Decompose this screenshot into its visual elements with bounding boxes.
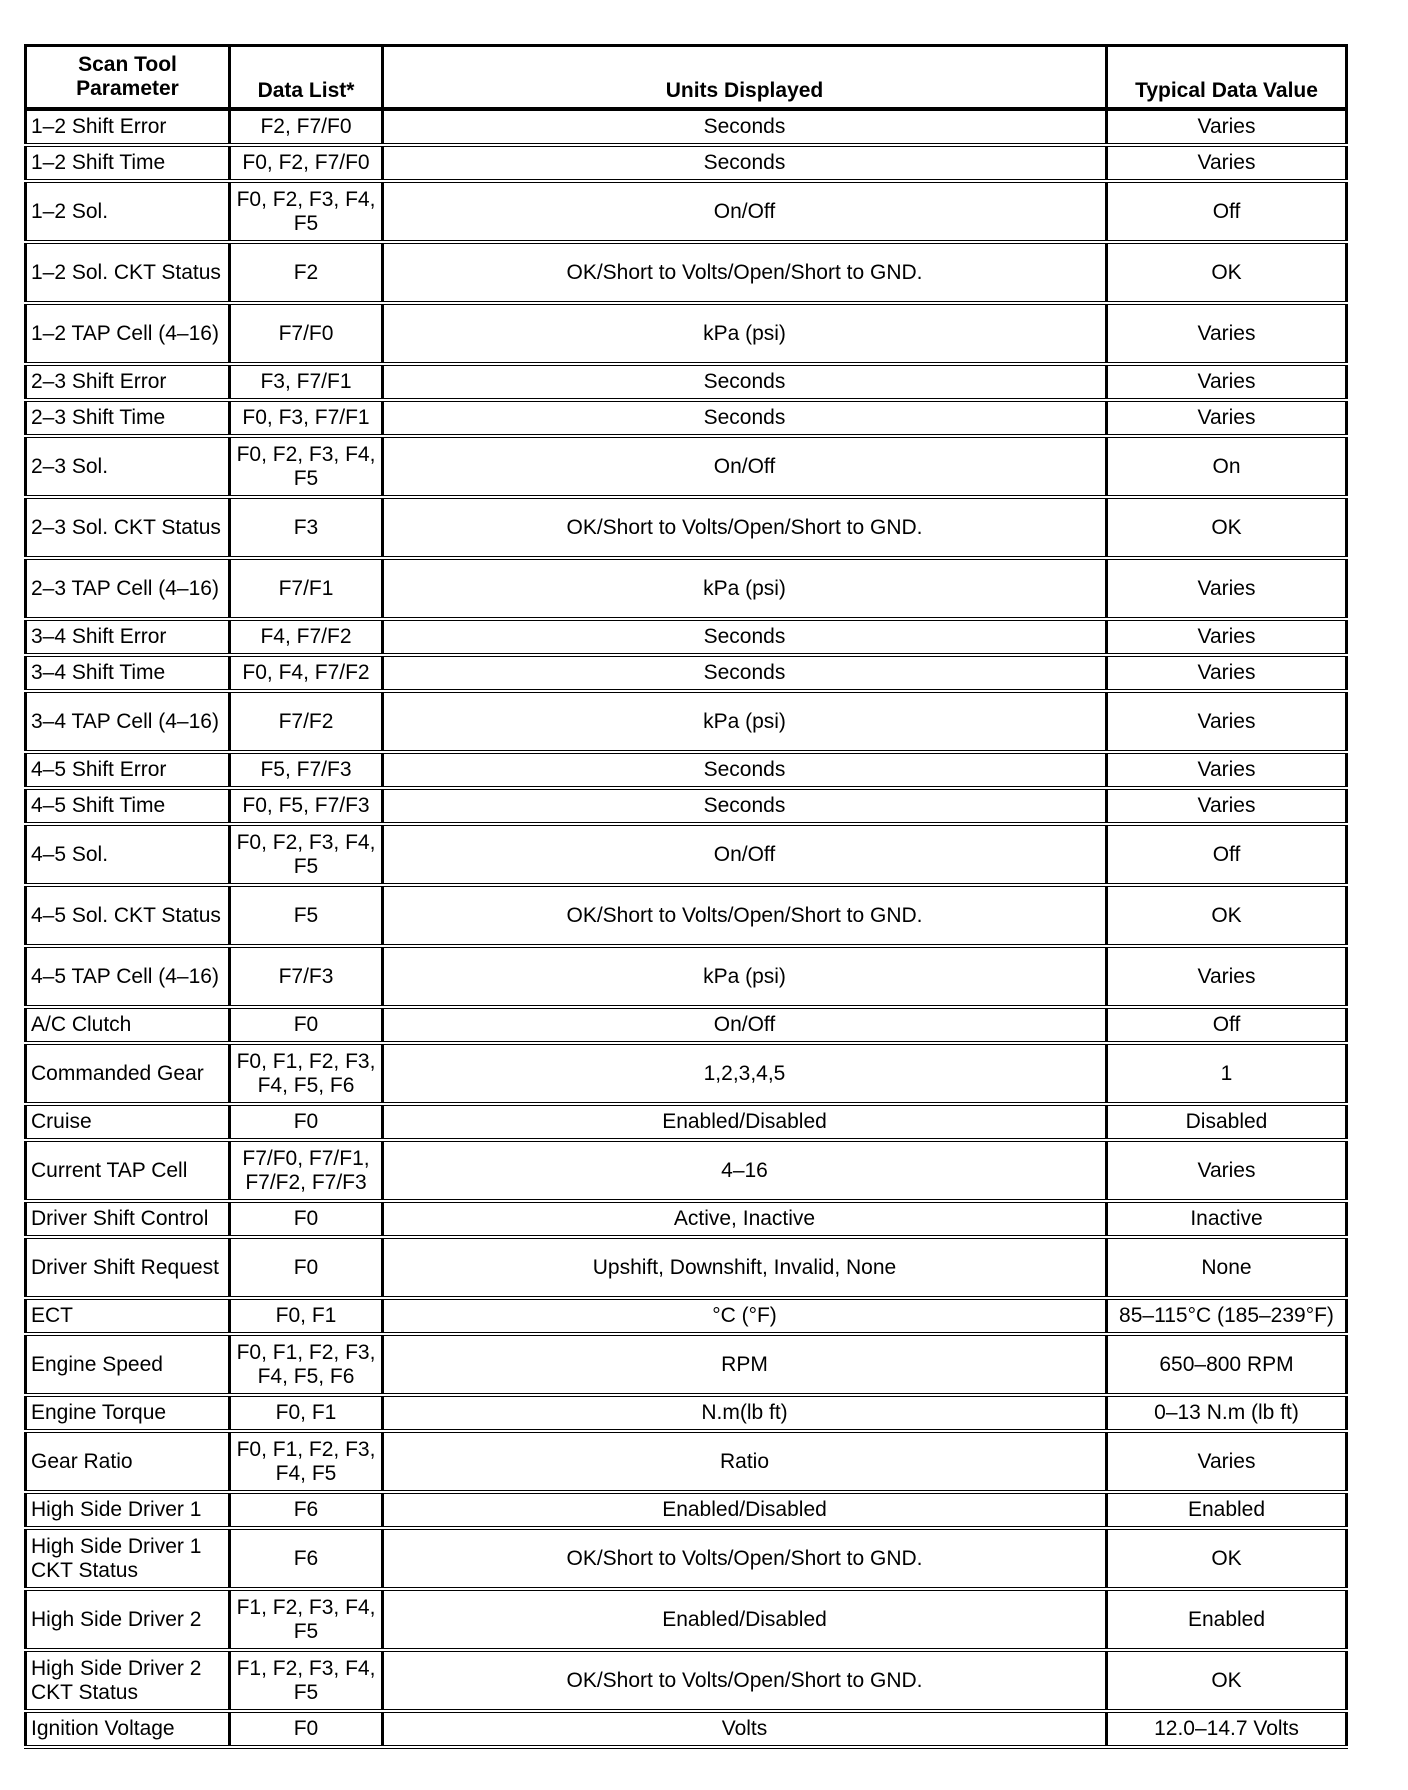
- cell-units-displayed: OK/Short to Volts/Open/Short to GND.: [383, 1650, 1107, 1711]
- table-row: [26, 1007, 1347, 1043]
- cell-typical-data-value: 0–13 N.m (lb ft): [1107, 1395, 1347, 1431]
- table-row: [26, 1395, 1347, 1431]
- cell-units-displayed: Enabled/Disabled: [383, 1589, 1107, 1650]
- header-scan-tool-parameter: Scan Tool Parameter: [26, 46, 230, 110]
- cell-data-list: F0, F5, F7/F3: [230, 788, 383, 824]
- cell-typical-data-value: 650–800 RPM: [1107, 1334, 1347, 1395]
- cell-parameter: Engine Speed: [26, 1334, 230, 1395]
- cell-parameter: Driver Shift Control: [26, 1201, 230, 1237]
- cell-parameter: ECT: [26, 1298, 230, 1334]
- cell-units-displayed: OK/Short to Volts/Open/Short to GND.: [383, 1528, 1107, 1589]
- cell-parameter: 4–5 Shift Error: [26, 752, 230, 788]
- cell-parameter: A/C Clutch: [26, 1007, 230, 1043]
- table-row: [26, 1528, 1347, 1589]
- cell-units-displayed: On/Off: [383, 181, 1107, 242]
- cell-units-displayed: Active, Inactive: [383, 1201, 1107, 1237]
- cell-units-displayed: 1,2,3,4,5: [383, 1043, 1107, 1104]
- cell-parameter: 1–2 Sol. CKT Status: [26, 242, 230, 303]
- cell-typical-data-value: Varies: [1107, 752, 1347, 788]
- cell-typical-data-value: Varies: [1107, 655, 1347, 691]
- table-body: [26, 109, 1347, 1747]
- cell-typical-data-value: Varies: [1107, 145, 1347, 181]
- cell-units-displayed: RPM: [383, 1334, 1107, 1395]
- cell-units-displayed: Seconds: [383, 364, 1107, 400]
- cell-data-list: F0, F1: [230, 1298, 383, 1334]
- cell-data-list: F7/F1: [230, 558, 383, 619]
- cell-data-list: F0: [230, 1711, 383, 1747]
- cell-parameter: 4–5 Shift Time: [26, 788, 230, 824]
- cell-units-displayed: °C (°F): [383, 1298, 1107, 1334]
- cell-units-displayed: OK/Short to Volts/Open/Short to GND.: [383, 497, 1107, 558]
- cell-data-list: F0, F1, F2, F3, F4, F5, F6: [230, 1043, 383, 1104]
- table-row: [26, 145, 1347, 181]
- cell-data-list: F7/F0, F7/F1, F7/F2, F7/F3: [230, 1140, 383, 1201]
- table-row: [26, 1201, 1347, 1237]
- header-units-displayed: Units Displayed: [383, 46, 1107, 110]
- table-row: [26, 1492, 1347, 1528]
- cell-data-list: F7/F3: [230, 946, 383, 1007]
- cell-units-displayed: OK/Short to Volts/Open/Short to GND.: [383, 242, 1107, 303]
- cell-typical-data-value: Disabled: [1107, 1104, 1347, 1140]
- cell-data-list: F0: [230, 1237, 383, 1298]
- cell-parameter: Engine Torque: [26, 1395, 230, 1431]
- cell-typical-data-value: Varies: [1107, 1431, 1347, 1492]
- cell-parameter: Cruise: [26, 1104, 230, 1140]
- cell-data-list: F4, F7/F2: [230, 619, 383, 655]
- cell-parameter: Commanded Gear: [26, 1043, 230, 1104]
- cell-parameter: 1–2 TAP Cell (4–16): [26, 303, 230, 364]
- cell-typical-data-value: Off: [1107, 824, 1347, 885]
- header-data-list: Data List*: [230, 46, 383, 110]
- cell-data-list: F0, F1, F2, F3, F4, F5: [230, 1431, 383, 1492]
- cell-typical-data-value: OK: [1107, 497, 1347, 558]
- cell-units-displayed: Upshift, Downshift, Invalid, None: [383, 1237, 1107, 1298]
- cell-typical-data-value: Varies: [1107, 109, 1347, 145]
- cell-parameter: 4–5 TAP Cell (4–16): [26, 946, 230, 1007]
- cell-data-list: F0, F4, F7/F2: [230, 655, 383, 691]
- cell-data-list: F5: [230, 885, 383, 946]
- cell-parameter: 4–5 Sol.: [26, 824, 230, 885]
- cell-parameter: High Side Driver 2 CKT Status: [26, 1650, 230, 1711]
- cell-data-list: F5, F7/F3: [230, 752, 383, 788]
- cell-data-list: F7/F2: [230, 691, 383, 752]
- cell-typical-data-value: Varies: [1107, 303, 1347, 364]
- cell-units-displayed: 4–16: [383, 1140, 1107, 1201]
- cell-parameter: Driver Shift Request: [26, 1237, 230, 1298]
- cell-data-list: F7/F0: [230, 303, 383, 364]
- cell-typical-data-value: 85–115°C (185–239°F): [1107, 1298, 1347, 1334]
- table-row: [26, 242, 1347, 303]
- table-row: [26, 364, 1347, 400]
- cell-typical-data-value: Enabled: [1107, 1492, 1347, 1528]
- cell-typical-data-value: Off: [1107, 1007, 1347, 1043]
- cell-parameter: High Side Driver 1: [26, 1492, 230, 1528]
- table-row: [26, 558, 1347, 619]
- cell-parameter: 3–4 Shift Error: [26, 619, 230, 655]
- cell-typical-data-value: OK: [1107, 242, 1347, 303]
- cell-units-displayed: Seconds: [383, 752, 1107, 788]
- cell-data-list: F0: [230, 1104, 383, 1140]
- cell-typical-data-value: Varies: [1107, 558, 1347, 619]
- cell-data-list: F0, F2, F3, F4, F5: [230, 181, 383, 242]
- cell-data-list: F2: [230, 242, 383, 303]
- cell-parameter: 2–3 Shift Error: [26, 364, 230, 400]
- cell-units-displayed: Seconds: [383, 145, 1107, 181]
- cell-parameter: High Side Driver 1 CKT Status: [26, 1528, 230, 1589]
- cell-typical-data-value: Off: [1107, 181, 1347, 242]
- table-row: [26, 181, 1347, 242]
- table-row: [26, 497, 1347, 558]
- table-row: [26, 691, 1347, 752]
- cell-typical-data-value: Varies: [1107, 691, 1347, 752]
- cell-units-displayed: Seconds: [383, 619, 1107, 655]
- cell-data-list: F1, F2, F3, F4, F5: [230, 1650, 383, 1711]
- table-row: [26, 752, 1347, 788]
- cell-units-displayed: kPa (psi): [383, 946, 1107, 1007]
- cell-data-list: F0, F1: [230, 1395, 383, 1431]
- cell-typical-data-value: Varies: [1107, 400, 1347, 436]
- cell-parameter: Gear Ratio: [26, 1431, 230, 1492]
- cell-data-list: F0: [230, 1201, 383, 1237]
- cell-typical-data-value: None: [1107, 1237, 1347, 1298]
- cell-units-displayed: Enabled/Disabled: [383, 1492, 1107, 1528]
- cell-units-displayed: kPa (psi): [383, 691, 1107, 752]
- table-row: [26, 1140, 1347, 1201]
- cell-units-displayed: On/Off: [383, 436, 1107, 497]
- cell-parameter: 1–2 Sol.: [26, 181, 230, 242]
- table-row: [26, 824, 1347, 885]
- cell-units-displayed: kPa (psi): [383, 303, 1107, 364]
- header-typical-data-value: Typical Data Value: [1107, 46, 1347, 110]
- cell-typical-data-value: OK: [1107, 1650, 1347, 1711]
- cell-units-displayed: kPa (psi): [383, 558, 1107, 619]
- cell-units-displayed: Seconds: [383, 400, 1107, 436]
- cell-typical-data-value: Varies: [1107, 946, 1347, 1007]
- table-row: [26, 619, 1347, 655]
- cell-typical-data-value: Varies: [1107, 619, 1347, 655]
- cell-parameter: 1–2 Shift Time: [26, 145, 230, 181]
- cell-parameter: 2–3 Sol. CKT Status: [26, 497, 230, 558]
- cell-data-list: F0: [230, 1007, 383, 1043]
- scan-tool-parameter-table: [24, 44, 1348, 1749]
- scan-tool-data-sheet: [24, 44, 1345, 1749]
- cell-data-list: F6: [230, 1528, 383, 1589]
- cell-data-list: F0, F2, F7/F0: [230, 145, 383, 181]
- cell-parameter: High Side Driver 2: [26, 1589, 230, 1650]
- table-row: [26, 946, 1347, 1007]
- cell-units-displayed: N.m(lb ft): [383, 1395, 1107, 1431]
- table-row: [26, 655, 1347, 691]
- cell-parameter: 2–3 Shift Time: [26, 400, 230, 436]
- cell-parameter: 1–2 Shift Error: [26, 109, 230, 145]
- cell-data-list: F2, F7/F0: [230, 109, 383, 145]
- cell-parameter: 4–5 Sol. CKT Status: [26, 885, 230, 946]
- cell-units-displayed: Volts: [383, 1711, 1107, 1747]
- table-row: [26, 1589, 1347, 1650]
- cell-parameter: 2–3 Sol.: [26, 436, 230, 497]
- cell-parameter: 3–4 Shift Time: [26, 655, 230, 691]
- table-row: [26, 885, 1347, 946]
- cell-typical-data-value: 12.0–14.7 Volts: [1107, 1711, 1347, 1747]
- cell-units-displayed: Seconds: [383, 655, 1107, 691]
- table-row: [26, 1711, 1347, 1747]
- cell-units-displayed: Enabled/Disabled: [383, 1104, 1107, 1140]
- cell-typical-data-value: Varies: [1107, 1140, 1347, 1201]
- table-row: [26, 1104, 1347, 1140]
- cell-parameter: Ignition Voltage: [26, 1711, 230, 1747]
- cell-data-list: F0, F3, F7/F1: [230, 400, 383, 436]
- cell-data-list: F1, F2, F3, F4, F5: [230, 1589, 383, 1650]
- cell-units-displayed: Ratio: [383, 1431, 1107, 1492]
- cell-data-list: F3: [230, 497, 383, 558]
- cell-typical-data-value: Varies: [1107, 788, 1347, 824]
- cell-parameter: 2–3 TAP Cell (4–16): [26, 558, 230, 619]
- cell-units-displayed: Seconds: [383, 109, 1107, 145]
- cell-data-list: F0, F1, F2, F3, F4, F5, F6: [230, 1334, 383, 1395]
- cell-typical-data-value: OK: [1107, 885, 1347, 946]
- cell-data-list: F3, F7/F1: [230, 364, 383, 400]
- table-row: [26, 109, 1347, 145]
- cell-typical-data-value: 1: [1107, 1043, 1347, 1104]
- table-row: [26, 788, 1347, 824]
- cell-typical-data-value: OK: [1107, 1528, 1347, 1589]
- table-row: [26, 1298, 1347, 1334]
- cell-units-displayed: Seconds: [383, 788, 1107, 824]
- cell-typical-data-value: On: [1107, 436, 1347, 497]
- cell-parameter: 3–4 TAP Cell (4–16): [26, 691, 230, 752]
- table-row: [26, 303, 1347, 364]
- table-row: [26, 1043, 1347, 1104]
- table-row: [26, 1650, 1347, 1711]
- table-row: [26, 1431, 1347, 1492]
- cell-units-displayed: OK/Short to Volts/Open/Short to GND.: [383, 885, 1107, 946]
- table-header-row: [26, 46, 1347, 110]
- table-row: [26, 436, 1347, 497]
- cell-typical-data-value: Inactive: [1107, 1201, 1347, 1237]
- cell-units-displayed: On/Off: [383, 1007, 1107, 1043]
- table-row: [26, 1237, 1347, 1298]
- cell-typical-data-value: Enabled: [1107, 1589, 1347, 1650]
- table-row: [26, 400, 1347, 436]
- cell-data-list: F6: [230, 1492, 383, 1528]
- cell-parameter: Current TAP Cell: [26, 1140, 230, 1201]
- cell-typical-data-value: Varies: [1107, 364, 1347, 400]
- cell-data-list: F0, F2, F3, F4, F5: [230, 824, 383, 885]
- table-row: [26, 1334, 1347, 1395]
- cell-units-displayed: On/Off: [383, 824, 1107, 885]
- cell-data-list: F0, F2, F3, F4, F5: [230, 436, 383, 497]
